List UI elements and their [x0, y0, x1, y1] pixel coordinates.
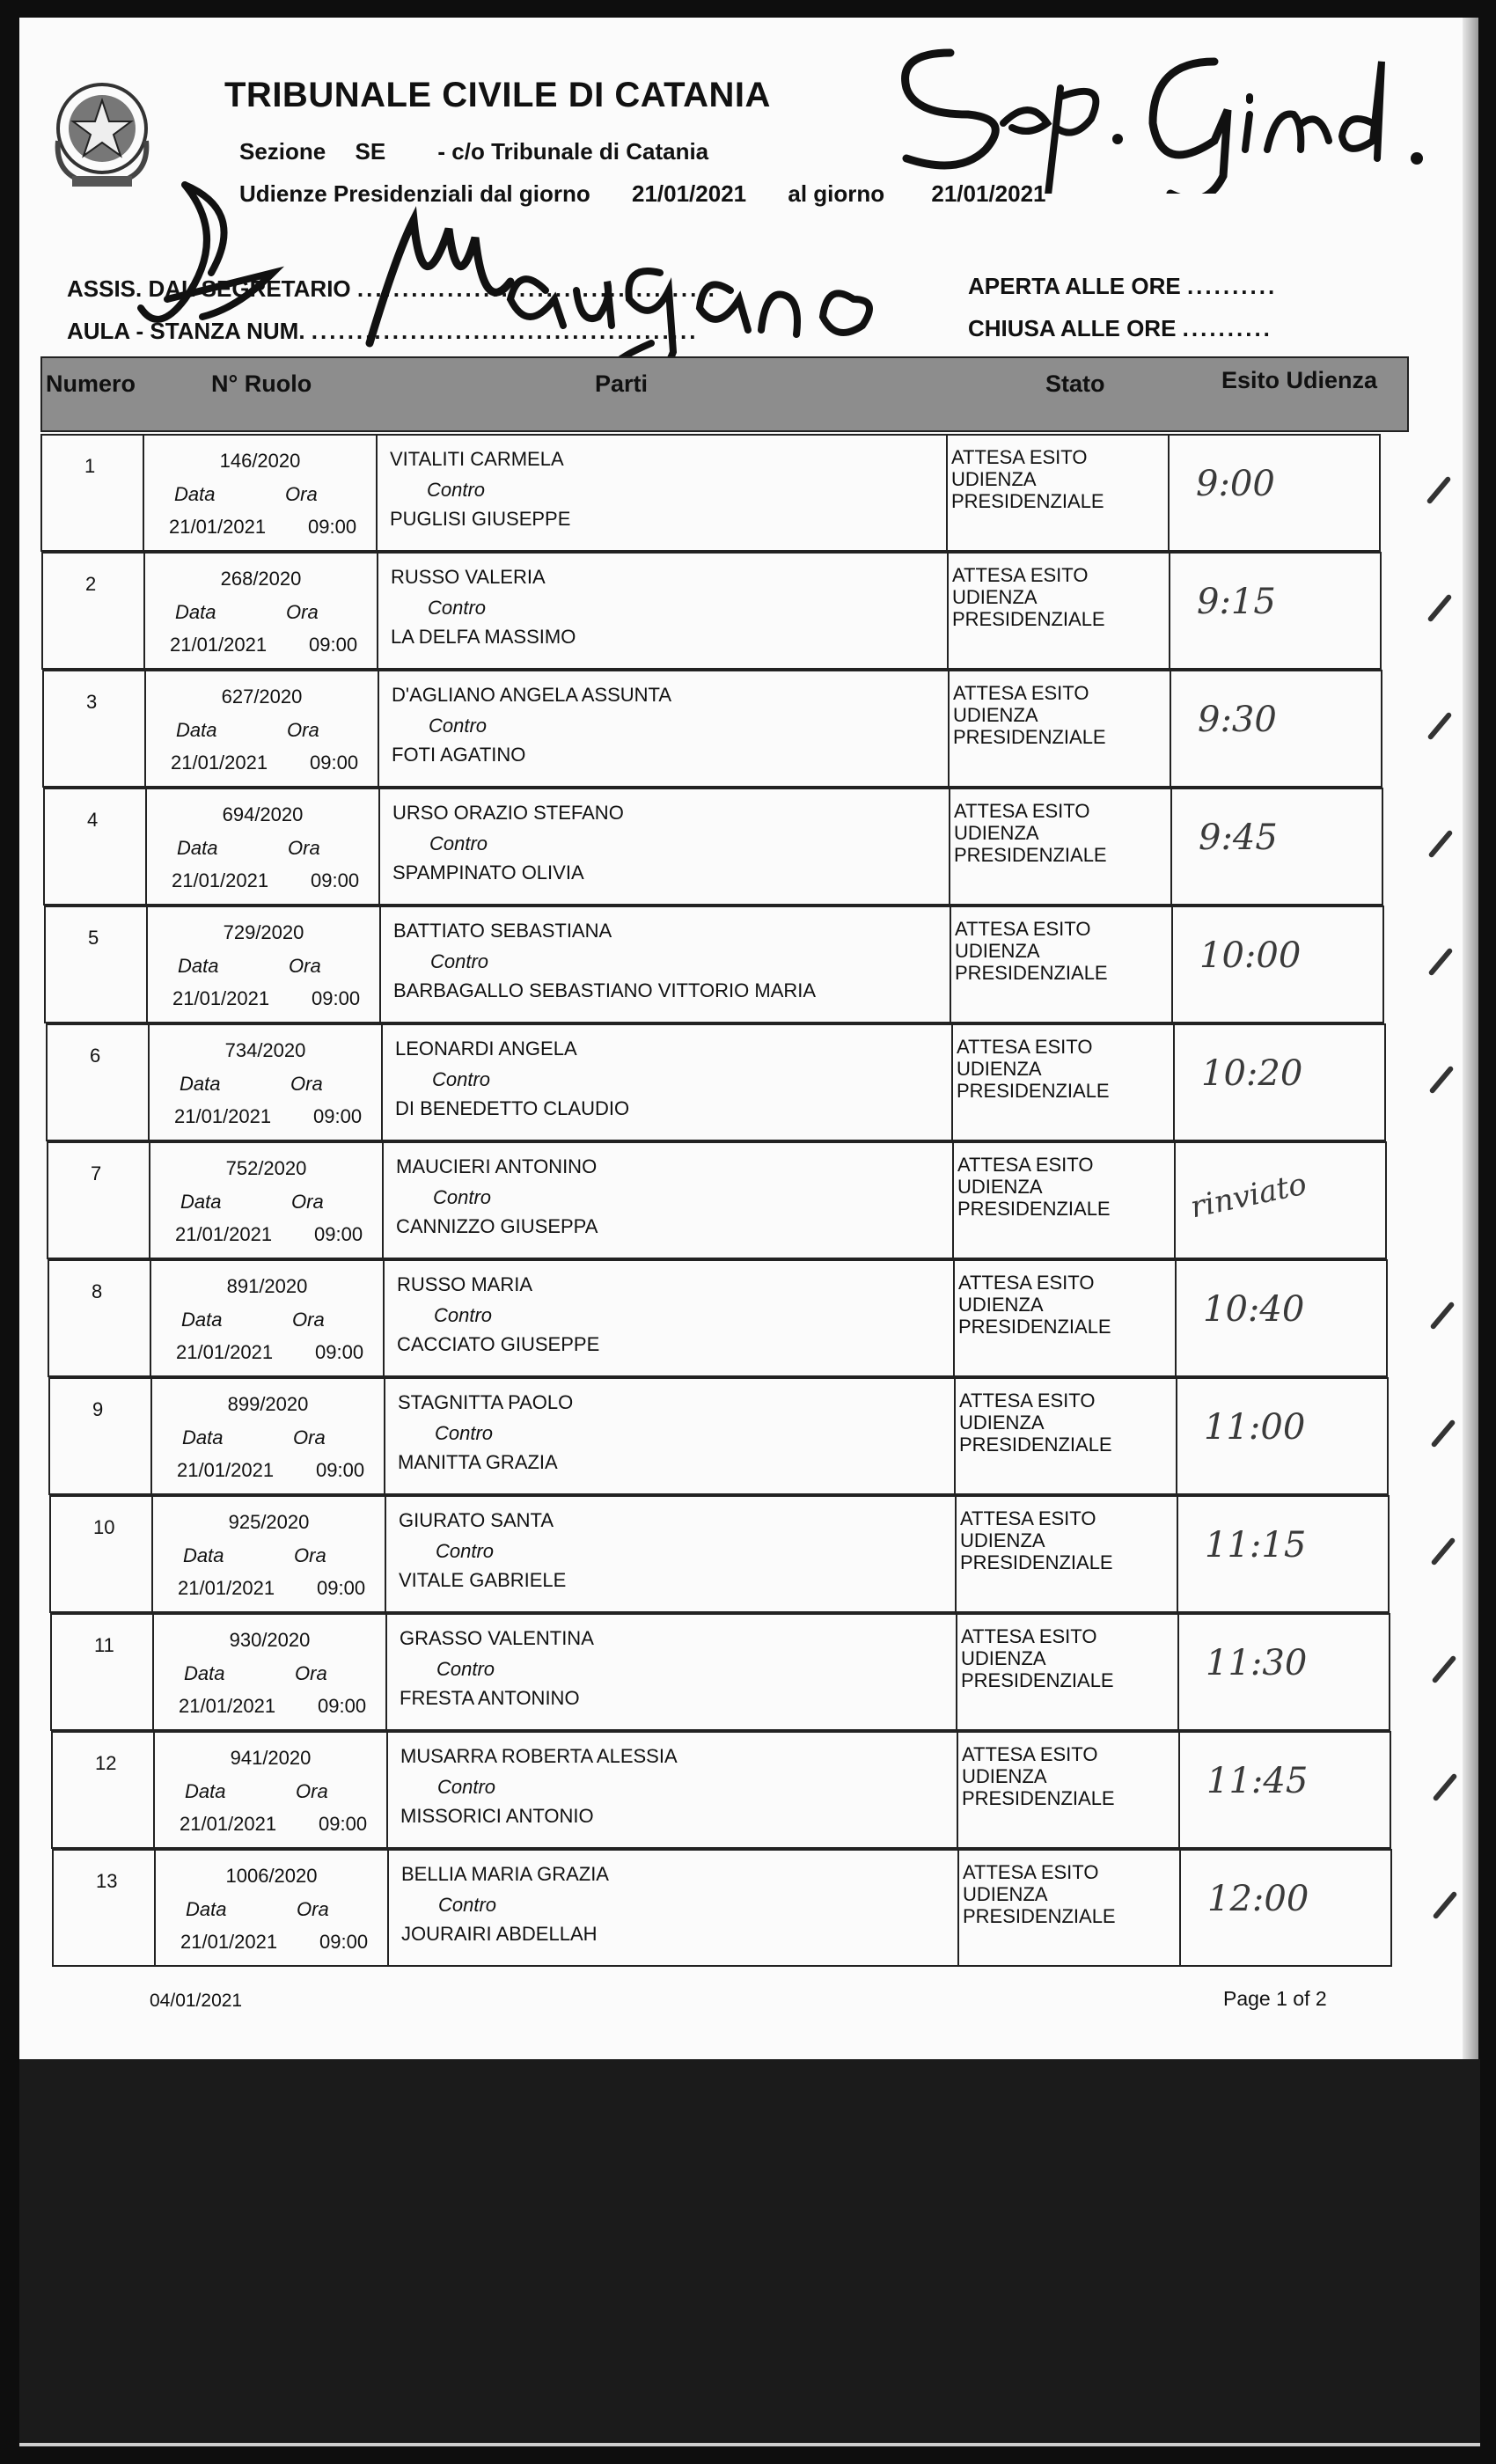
cell-stato — [958, 1733, 1180, 1847]
cell-parti — [388, 1733, 958, 1847]
hearing-time: 09:00 — [312, 987, 361, 1009]
ora-label: Ora — [289, 955, 321, 977]
row-number: 2 — [85, 573, 97, 595]
handwritten-esito: 9:30 — [1198, 700, 1277, 740]
party-respondent: PUGLISI GIUSEPPE — [390, 508, 571, 530]
cell-parti — [379, 671, 950, 786]
hearing-date: 21/01/2021 — [174, 1105, 272, 1127]
contro-label: Contro — [438, 1894, 497, 1916]
contro-label: Contro — [429, 832, 488, 854]
status-text: ATTESA ESITO UDIENZA PRESIDENZIALE — [962, 1743, 1115, 1809]
cell-parti — [378, 554, 949, 668]
cell-numero — [42, 436, 144, 550]
contro-label: Contro — [435, 1422, 494, 1444]
party-claimant: STAGNITTA PAOLO — [398, 1391, 574, 1413]
ruolo-number: 899/2020 — [227, 1393, 309, 1415]
status-text: ATTESA ESITO UDIENZA PRESIDENZIALE — [955, 918, 1108, 984]
data-label: Data — [174, 483, 216, 505]
table-row — [49, 1495, 1390, 1613]
status-text: ATTESA ESITO UDIENZA PRESIDENZIALE — [963, 1861, 1116, 1927]
party-respondent: CANNIZZO GIUSEPPA — [396, 1215, 598, 1237]
cell-ruolo — [150, 1143, 384, 1258]
ruolo-number: 627/2020 — [221, 686, 303, 708]
ruolo-number: 925/2020 — [228, 1511, 310, 1533]
ruolo-number: 752/2020 — [225, 1157, 307, 1179]
party-claimant: URSO ORAZIO STEFANO — [392, 802, 624, 824]
cell-ruolo — [156, 1851, 389, 1965]
row-number: 4 — [87, 809, 99, 831]
header-stato: Stato — [1045, 370, 1105, 397]
hearing-date: 21/01/2021 — [169, 516, 267, 538]
party-claimant: VITALITI CARMELA — [390, 448, 564, 470]
status-text: ATTESA ESITO UDIENZA PRESIDENZIALE — [957, 1154, 1111, 1220]
contro-label: Contro — [436, 1658, 495, 1680]
ruolo-number: 268/2020 — [220, 568, 302, 590]
cell-ruolo — [148, 907, 381, 1022]
cell-esito — [1175, 1025, 1388, 1140]
cell-ruolo — [153, 1497, 386, 1611]
table-row — [46, 1023, 1386, 1141]
contro-label: Contro — [432, 1068, 491, 1090]
contro-label: Contro — [427, 479, 486, 501]
party-respondent: MANITTA GRAZIA — [398, 1451, 558, 1473]
status-text: ATTESA ESITO UDIENZA PRESIDENZIALE — [954, 800, 1107, 866]
data-label: Data — [180, 1073, 221, 1095]
cell-esito — [1179, 1615, 1392, 1729]
handwritten-esito: 9:45 — [1199, 818, 1278, 858]
cell-numero — [49, 1261, 151, 1375]
ruolo-number: 729/2020 — [223, 921, 304, 943]
hearing-date: 21/01/2021 — [178, 1577, 275, 1599]
contro-label: Contro — [434, 1304, 493, 1326]
cell-numero — [43, 554, 145, 668]
cell-ruolo — [155, 1733, 388, 1847]
cell-stato — [948, 436, 1170, 550]
data-label: Data — [177, 837, 218, 859]
ora-label: Ora — [293, 1426, 326, 1448]
header-ruolo: N° Ruolo — [211, 370, 312, 397]
contro-label: Contro — [430, 950, 489, 972]
table-row — [42, 670, 1382, 788]
party-claimant: D'AGLIANO ANGELA ASSUNTA — [392, 684, 672, 706]
data-label: Data — [178, 955, 219, 977]
handwritten-esito: 11:30 — [1206, 1643, 1308, 1683]
sheet-edge-shadow — [1463, 18, 1478, 2059]
party-claimant: LEONARDI ANGELA — [395, 1038, 577, 1060]
cell-parti — [385, 1379, 956, 1493]
cell-parti — [381, 907, 951, 1022]
handwritten-esito: 10:40 — [1203, 1289, 1305, 1330]
ruolo-number: 1006/2020 — [225, 1865, 318, 1887]
to-date: 21/01/2021 — [931, 180, 1046, 207]
cell-stato — [954, 1143, 1176, 1258]
cell-ruolo — [154, 1615, 387, 1729]
cell-parti — [387, 1615, 957, 1729]
hearing-date: 21/01/2021 — [175, 1223, 273, 1245]
table-row — [47, 1141, 1387, 1259]
party-claimant: GRASSO VALENTINA — [400, 1627, 594, 1649]
handwritten-esito: 9:15 — [1197, 582, 1276, 622]
contro-label: Contro — [436, 1540, 495, 1562]
ora-label: Ora — [285, 483, 318, 505]
handwritten-esito: 9:00 — [1196, 464, 1275, 504]
data-label: Data — [180, 1191, 222, 1213]
row-number: 5 — [88, 927, 99, 949]
cell-stato — [950, 789, 1172, 904]
print-date: 04/01/2021 — [150, 1991, 243, 2011]
data-label: Data — [176, 719, 217, 741]
cell-parti — [389, 1851, 959, 1965]
court-title: TRIBUNALE CIVILE DI CATANIA — [224, 76, 771, 114]
party-respondent: DI BENEDETTO CLAUDIO — [395, 1097, 630, 1119]
row-number: 9 — [92, 1398, 104, 1420]
hearing-time: 09:00 — [319, 1813, 368, 1835]
party-claimant: BATTIATO SEBASTIANA — [393, 920, 612, 942]
contro-label: Contro — [429, 715, 488, 737]
cell-numero — [45, 789, 147, 904]
handwritten-esito: 12:00 — [1207, 1879, 1309, 1919]
party-claimant: MAUCIERI ANTONINO — [396, 1155, 598, 1177]
row-number: 10 — [93, 1516, 115, 1538]
cell-stato — [951, 907, 1173, 1022]
cell-esito — [1170, 554, 1383, 668]
cell-ruolo — [144, 436, 378, 550]
cell-ruolo — [150, 1025, 383, 1140]
ora-label: Ora — [286, 601, 319, 623]
cell-esito — [1171, 671, 1384, 786]
data-label: Data — [175, 601, 216, 623]
al-label: al giorno — [788, 180, 885, 207]
party-claimant: GIURATO SANTA — [399, 1509, 554, 1531]
status-text: ATTESA ESITO UDIENZA PRESIDENZIALE — [961, 1625, 1114, 1691]
ora-label: Ora — [291, 1191, 324, 1213]
cell-parti — [383, 1025, 953, 1140]
table-row — [51, 1731, 1391, 1849]
row-number: 13 — [96, 1870, 118, 1892]
cell-ruolo — [145, 554, 378, 668]
cell-esito — [1177, 1261, 1390, 1375]
ora-label: Ora — [294, 1544, 326, 1566]
handwritten-esito: 11:45 — [1206, 1761, 1309, 1801]
party-respondent: FRESTA ANTONINO — [400, 1687, 580, 1709]
cell-numero — [52, 1615, 154, 1729]
row-number: 3 — [86, 691, 98, 713]
ruolo-number: 930/2020 — [229, 1629, 311, 1651]
cell-parti — [380, 789, 950, 904]
data-label: Data — [186, 1898, 227, 1920]
hearing-date: 21/01/2021 — [172, 869, 269, 891]
status-text: ATTESA ESITO UDIENZA PRESIDENZIALE — [959, 1390, 1112, 1456]
hearing-time: 09:00 — [313, 1105, 363, 1127]
cell-numero — [51, 1497, 153, 1611]
hearing-date: 21/01/2021 — [170, 634, 268, 656]
cell-numero — [50, 1379, 152, 1493]
cell-stato — [950, 671, 1171, 786]
table-header — [40, 356, 1409, 432]
table-row — [48, 1259, 1388, 1377]
page-number: Page 1 of 2 — [1223, 1987, 1327, 2010]
header-parti: Parti — [595, 370, 649, 397]
party-claimant: MUSARRA ROBERTA ALESSIA — [400, 1745, 678, 1767]
row-number: 12 — [95, 1752, 117, 1774]
hearing-date: 21/01/2021 — [179, 1695, 276, 1717]
header-esito: Esito Udienza — [1221, 367, 1378, 393]
hearing-time: 09:00 — [316, 1459, 365, 1481]
contro-label: Contro — [428, 597, 487, 619]
ruolo-number: 694/2020 — [222, 803, 304, 825]
cell-parti — [384, 1143, 954, 1258]
cell-stato — [959, 1851, 1181, 1965]
cell-numero — [53, 1733, 155, 1847]
status-text: ATTESA ESITO UDIENZA PRESIDENZIALE — [953, 682, 1106, 748]
party-respondent: VITALE GABRIELE — [399, 1569, 567, 1591]
party-claimant: RUSSO MARIA — [397, 1273, 533, 1295]
ruolo-number: 146/2020 — [219, 450, 301, 472]
aula-label: AULA - STANZA NUM. — [67, 318, 305, 344]
hearing-date: 21/01/2021 — [172, 987, 270, 1009]
header-numero: Numero — [46, 370, 136, 397]
cell-esito — [1181, 1851, 1394, 1965]
cell-stato — [953, 1025, 1175, 1140]
hearing-time: 09:00 — [310, 752, 359, 774]
cell-stato — [949, 554, 1170, 668]
cell-numero — [44, 671, 146, 786]
party-respondent: LA DELFA MASSIMO — [391, 626, 576, 648]
table-row — [41, 552, 1382, 670]
assis-line: ASSIS. DAL SEGRETARIO ........................................ — [67, 275, 717, 302]
data-label: Data — [181, 1309, 223, 1331]
data-label: Data — [183, 1544, 224, 1566]
cell-esito — [1173, 907, 1386, 1022]
sezione-label: Sezione — [239, 138, 326, 165]
data-label: Data — [184, 1662, 225, 1684]
ora-label: Ora — [287, 719, 319, 741]
hearing-date: 21/01/2021 — [176, 1341, 274, 1363]
ora-label: Ora — [296, 1780, 328, 1802]
cell-ruolo — [152, 1379, 385, 1493]
row-number: 8 — [92, 1280, 103, 1302]
row-number: 7 — [91, 1162, 102, 1184]
handwritten-esito: 10:00 — [1199, 935, 1302, 976]
contro-label: Contro — [433, 1186, 492, 1208]
handwritten-esito: 11:15 — [1205, 1525, 1307, 1566]
scanner-background — [19, 2059, 1480, 2446]
aperta-label: APERTA ALLE ORE — [968, 273, 1181, 299]
cell-numero — [48, 1025, 150, 1140]
cell-esito — [1172, 789, 1385, 904]
chiusa-line: CHIUSA ALLE ORE .......... — [968, 315, 1272, 341]
hearing-date: 21/01/2021 — [180, 1813, 277, 1835]
party-claimant: BELLIA MARIA GRAZIA — [401, 1863, 609, 1885]
ora-label: Ora — [297, 1898, 329, 1920]
hearing-time: 09:00 — [309, 634, 358, 656]
cell-stato — [957, 1497, 1178, 1611]
aula-line: AULA - STANZA NUM. ........................................... — [67, 318, 699, 344]
aperta-line: APERTA ALLE ORE .......... — [968, 273, 1278, 299]
hearing-time: 09:00 — [308, 516, 357, 538]
party-respondent: BARBAGALLO SEBASTIANO VITTORIO MARIA — [393, 979, 817, 1001]
table-row — [43, 788, 1383, 906]
ora-label: Ora — [290, 1073, 323, 1095]
status-text: ATTESA ESITO UDIENZA PRESIDENZIALE — [952, 564, 1105, 630]
row-number: 6 — [90, 1045, 101, 1067]
assis-label: ASSIS. DAL SEGRETARIO — [67, 275, 351, 302]
row-number: 1 — [84, 455, 96, 477]
hearing-time: 09:00 — [319, 1931, 369, 1953]
table-row — [44, 906, 1384, 1023]
status-text: ATTESA ESITO UDIENZA PRESIDENZIALE — [958, 1272, 1111, 1338]
hearing-time: 09:00 — [314, 1223, 363, 1245]
sezione-line — [239, 138, 708, 165]
cell-numero — [48, 1143, 150, 1258]
ora-label: Ora — [288, 837, 320, 859]
handwritten-esito: 10:20 — [1201, 1053, 1303, 1094]
cell-numero — [54, 1851, 156, 1965]
cell-esito — [1177, 1379, 1390, 1493]
status-text: ATTESA ESITO UDIENZA PRESIDENZIALE — [951, 446, 1104, 512]
handwritten-esito: rinviato — [1187, 1166, 1310, 1226]
hearing-time: 09:00 — [317, 1577, 366, 1599]
cell-esito — [1180, 1733, 1393, 1847]
from-date: 21/01/2021 — [631, 180, 747, 207]
cell-esito — [1176, 1143, 1389, 1258]
ruolo-number: 941/2020 — [230, 1747, 312, 1769]
cell-parti — [386, 1497, 957, 1611]
handwritten-esito: 11:00 — [1204, 1407, 1306, 1448]
party-respondent: MISSORICI ANTONIO — [400, 1805, 594, 1827]
contro-label: Contro — [437, 1776, 496, 1798]
ruolo-number: 734/2020 — [224, 1039, 306, 1061]
data-label: Data — [182, 1426, 224, 1448]
hearing-date: 21/01/2021 — [180, 1931, 278, 1953]
hearing-time: 09:00 — [318, 1695, 367, 1717]
table-row — [40, 434, 1381, 552]
party-respondent: SPAMPINATO OLIVIA — [392, 862, 584, 884]
cell-ruolo — [147, 789, 380, 904]
table-row — [48, 1377, 1389, 1495]
party-respondent: JOURAIRI ABDELLAH — [401, 1923, 598, 1945]
cell-stato — [957, 1615, 1179, 1729]
sede-label: - c/o Tribunale di Catania — [437, 138, 709, 165]
chiusa-label: CHIUSA ALLE ORE — [968, 315, 1177, 341]
row-number: 11 — [94, 1634, 114, 1656]
party-respondent: FOTI AGATINO — [392, 744, 526, 766]
data-label: Data — [185, 1780, 226, 1802]
ruolo-number: 891/2020 — [226, 1275, 308, 1297]
sezione-value: SE — [355, 138, 386, 165]
cell-parti — [378, 436, 948, 550]
hearing-date: 21/01/2021 — [171, 752, 268, 774]
table-row — [52, 1849, 1392, 1967]
cell-stato — [956, 1379, 1177, 1493]
party-claimant: RUSSO VALERIA — [391, 566, 546, 588]
cell-stato — [955, 1261, 1177, 1375]
status-text: ATTESA ESITO UDIENZA PRESIDENZIALE — [960, 1507, 1113, 1573]
cell-esito — [1170, 436, 1382, 550]
cell-ruolo — [151, 1261, 385, 1375]
party-respondent: CACCIATO GIUSEPPE — [397, 1333, 600, 1355]
udienze-label: Udienze Presidenziali dal giorno — [239, 180, 590, 207]
ora-label: Ora — [292, 1309, 325, 1331]
status-text: ATTESA ESITO UDIENZA PRESIDENZIALE — [957, 1036, 1110, 1102]
ora-label: Ora — [295, 1662, 327, 1684]
hearing-date: 21/01/2021 — [177, 1459, 275, 1481]
cell-esito — [1178, 1497, 1391, 1611]
cell-parti — [385, 1261, 955, 1375]
table-row — [50, 1613, 1390, 1731]
hearing-time: 09:00 — [315, 1341, 364, 1363]
cell-numero — [46, 907, 148, 1022]
cell-ruolo — [146, 671, 379, 786]
hearing-time: 09:00 — [311, 869, 360, 891]
